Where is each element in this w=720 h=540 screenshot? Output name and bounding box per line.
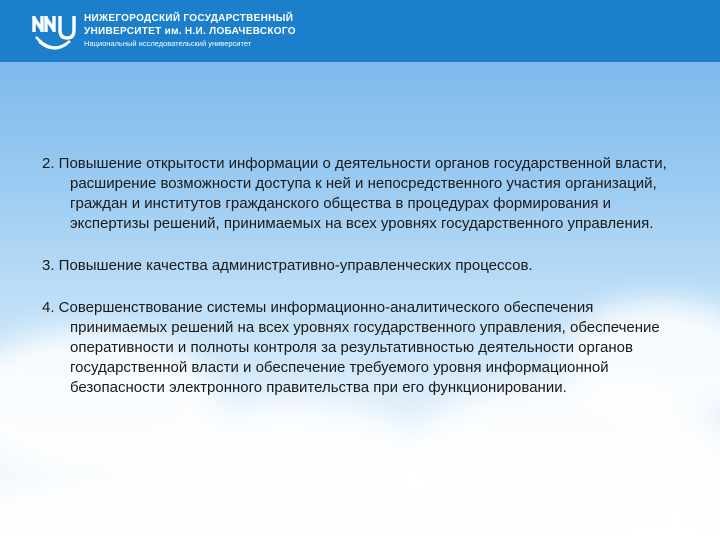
university-name-line1: НИЖЕГОРОДСКИЙ ГОСУДАРСТВЕННЫЙ (84, 13, 294, 24)
nngu-logo-icon (30, 10, 76, 52)
university-name-line2: УНИВЕРСИТЕТ им. Н.И. ЛОБАЧЕВСКОГО (84, 26, 296, 37)
list-item: 4. Совершенствование системы информационно-аналитического обеспечения принимаемых решений на всех уровнях государственного управления, обеспечение оперативности и полноты контроля за результативностью деятельности органов государственной власти и обеспечение требуемого уровня информационной безопасности электронного правительства при его функционировании. (42, 299, 660, 396)
university-subtitle: Национальный исследовательский университет (84, 39, 252, 48)
list-item: 2. Повышение открытости информации о деятельности органов государственной власти, расширение возможности доступа к ней и непосредственного участия организаций, граждан и институтов гражданского общества в процедурах формирования и экспертизы решений, принимаемых на всех уровнях государственного управления. (42, 155, 667, 232)
header-bar (0, 0, 720, 62)
list-item: 3. Повышение качества административно-управленческих процессов. (42, 257, 533, 274)
slide-body (42, 154, 682, 420)
university-name (84, 12, 296, 49)
